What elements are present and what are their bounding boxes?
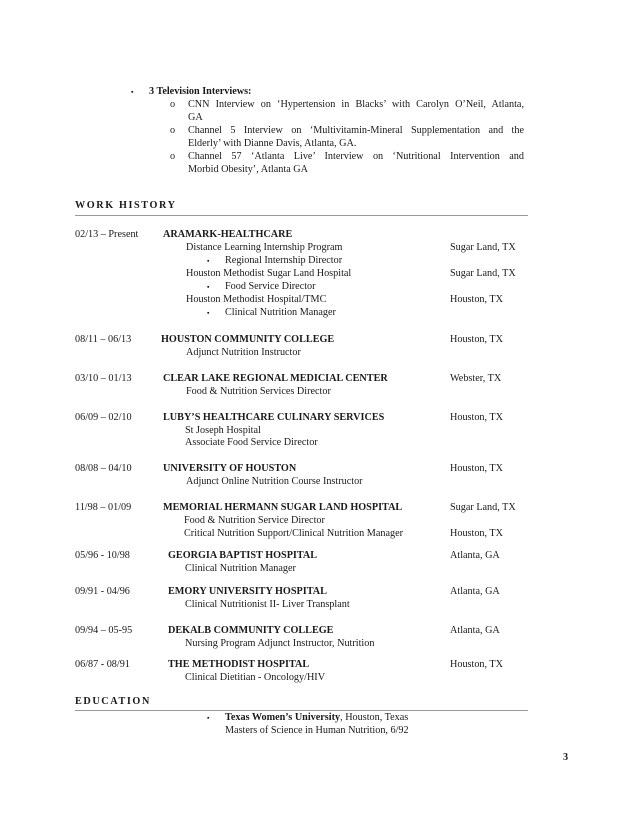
entry-location: Sugar Land, TX: [450, 268, 516, 279]
entry-organization: THE METHODIST HOSPITAL: [168, 659, 310, 670]
entry-location: Houston, TX: [450, 294, 504, 305]
entry-location: Atlanta, GA: [450, 586, 500, 597]
entry-line: Associate Food Service Director: [185, 437, 318, 448]
entry-line: Clinical Nutrition Manager: [185, 563, 296, 574]
entry-location: Atlanta, GA: [450, 625, 500, 636]
entry-location: Houston, TX: [450, 528, 504, 539]
entry-line: Distance Learning Internship Program: [186, 242, 343, 253]
entry-organization: LUBY’S HEALTHCARE CULINARY SERVICES: [163, 412, 385, 423]
page-number: 3: [563, 752, 569, 763]
circle-bullet-icon: o: [170, 151, 176, 162]
entry-organization: ARAMARK-HEALTHCARE: [163, 229, 293, 240]
entry-line: Critical Nutrition Support/Clinical Nutrition Manager: [184, 528, 403, 539]
entry-line: Nursing Program Adjunct Instructor, Nutrition: [185, 638, 375, 649]
entry-dates: 05/96 - 10/98: [75, 550, 130, 561]
entry-line: Adjunct Nutrition Instructor: [186, 347, 301, 358]
entry-line: St Joseph Hospital: [185, 425, 261, 436]
entry-dates: 02/13 – Present: [75, 229, 139, 240]
entry-organization: UNIVERSITY OF HOUSTON: [163, 463, 297, 474]
square-bullet-icon: ▪: [207, 309, 210, 317]
entry-dates: 08/11 – 06/13: [75, 334, 132, 345]
section-divider: [75, 215, 528, 216]
tv-item-2-line2: Elderly’ with Dianne Davis, Atlanta, GA.: [188, 138, 357, 149]
entry-line: Food & Nutrition Service Director: [184, 515, 325, 526]
entry-dates: 08/08 – 04/10: [75, 463, 132, 474]
entry-line: Regional Internship Director: [225, 255, 343, 266]
tv-item-1-line1: CNN Interview on ‘Hypertension in Blacks’ with Carolyn O’Neil, Atlanta,: [188, 99, 524, 110]
entry-organization: MEMORIAL HERMANN SUGAR LAND HOSPITAL: [163, 502, 403, 513]
entry-dates: 09/94 – 05-95: [75, 625, 133, 636]
entry-location: Houston, TX: [450, 412, 504, 423]
entry-line: Adjunct Online Nutrition Course Instructor: [186, 476, 363, 487]
entry-line: Houston Methodist Hospital/TMC: [186, 294, 327, 305]
entry-line: Clinical Nutrition Manager: [225, 307, 336, 318]
tv-item-3-line2: Morbid Obesity’, Atlanta GA: [188, 164, 308, 175]
tv-interviews-heading: 3 Television Interviews:: [149, 86, 252, 97]
entry-organization: DEKALB COMMUNITY COLLEGE: [168, 625, 334, 636]
square-bullet-icon: ▪: [207, 714, 210, 722]
entry-line: Clinical Nutritionist II- Liver Transplant: [185, 599, 350, 610]
entry-line: Clinical Dietitian - Oncology/HIV: [185, 672, 326, 683]
entry-location: Houston, TX: [450, 659, 504, 670]
entry-organization: CLEAR LAKE REGIONAL MEDICIAL CENTER: [163, 373, 388, 384]
entry-location: Sugar Land, TX: [450, 502, 516, 513]
tv-item-3-line1: Channel 57 ‘Atlanta Live’ Interview on ‘Nutritional Intervention and: [188, 151, 524, 162]
work-history-heading: WORK HISTORY: [75, 200, 177, 211]
entry-dates: 06/09 – 02/10: [75, 412, 132, 423]
entry-location: Atlanta, GA: [450, 550, 500, 561]
education-school: [225, 712, 408, 723]
entry-dates: 06/87 - 08/91: [75, 659, 130, 670]
tv-item-2-line1: Channel 5 Interview on ‘Multivitamin-Mineral Supplementation and the: [188, 125, 524, 136]
entry-dates: 11/98 – 01/09: [75, 502, 132, 513]
entry-location: Houston, TX: [450, 334, 504, 345]
education-heading: EDUCATION: [75, 696, 151, 707]
bullet-icon: ▪: [131, 88, 134, 96]
entry-line: Food & Nutrition Services Director: [186, 386, 331, 397]
circle-bullet-icon: o: [170, 99, 176, 110]
entry-dates: 09/91 - 04/96: [75, 586, 130, 597]
circle-bullet-icon: o: [170, 125, 176, 136]
entry-line: Food Service Director: [225, 281, 316, 292]
entry-organization: HOUSTON COMMUNITY COLLEGE: [161, 334, 335, 345]
school-location: , Houston, Texas: [340, 712, 409, 723]
entry-organization: EMORY UNIVERSITY HOSPITAL: [168, 586, 327, 597]
entry-location: Webster, TX: [450, 373, 502, 384]
entry-dates: 03/10 – 01/13: [75, 373, 132, 384]
entry-location: Sugar Land, TX: [450, 242, 516, 253]
entry-line: Houston Methodist Sugar Land Hospital: [186, 268, 352, 279]
entry-organization: GEORGIA BAPTIST HOSPITAL: [168, 550, 318, 561]
section-divider: [75, 710, 528, 711]
square-bullet-icon: ▪: [207, 283, 210, 291]
tv-item-1-line2: GA: [188, 112, 203, 123]
school-name: Texas Women’s University: [225, 712, 341, 723]
entry-location: Houston, TX: [450, 463, 504, 474]
education-degree: Masters of Science in Human Nutrition, 6/92: [225, 725, 409, 736]
square-bullet-icon: ▪: [207, 257, 210, 265]
